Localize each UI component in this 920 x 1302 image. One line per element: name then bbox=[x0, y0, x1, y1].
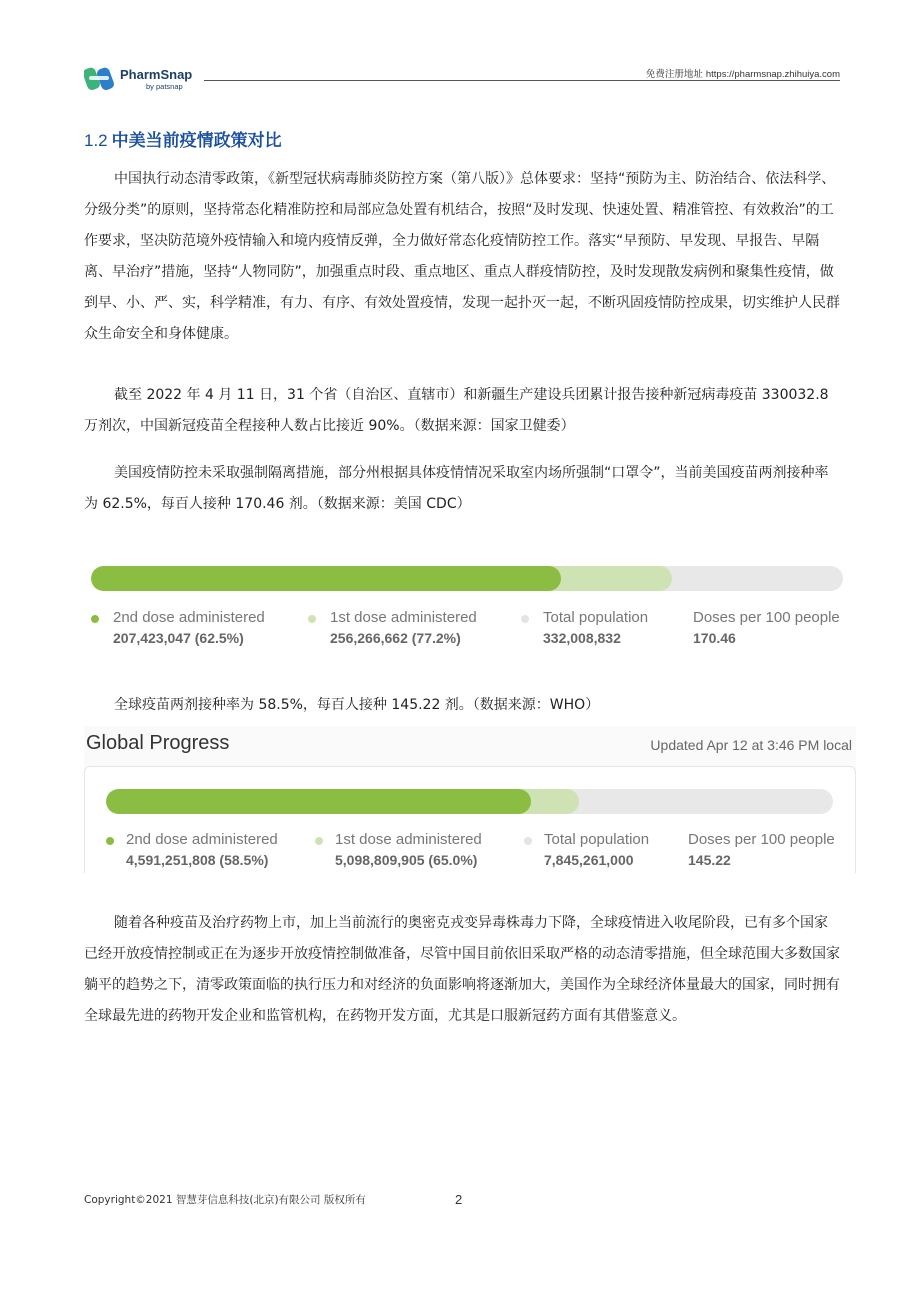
legend-value: 145.22 bbox=[688, 852, 731, 868]
legend-label: 1st dose administered bbox=[335, 831, 482, 848]
register-label: 免费注册地址 bbox=[645, 69, 703, 80]
register-url[interactable]: https://pharmsnap.zhihuiya.com bbox=[705, 69, 840, 80]
paragraph-us-policy: 美国疫情防控未采取强制隔离措施，部分州根据具体疫情情况采取室内场所强制“口罩令”，当前美国疫苗两剂接种率为 62.5%，每百人接种 170.46 剂。（数据来源：美国 CDC） bbox=[84, 465, 829, 512]
global-vaccination-progress bbox=[84, 726, 856, 872]
global-legend-doses-per-100 bbox=[688, 831, 835, 870]
paragraph-china-policy: 中国执行动态清零政策，《新型冠状病毒肺炎防控方案（第八版）》总体要求：坚持“预防为主、防治结合、依法科学、分级分类”的原则，坚持常态化精准防控和局部应急处置有机结合，按照“及时发现、快速处置、精准管控、有效救治”的工作要求，坚决防范境外疫情输入和境内疫情反弹，全力做好常态化疫情防控工作。落实“早预防、早发现、早报告、早隔离、早治疗”措施，坚持“人物同防”，加强重点时段、重点地区、重点人群疫情防控，及时发现散发病例和聚集性疫情，做到早、小、严、实，科学精准，有力、有序、有效处置疫情，发现一起扑灭一起，不断巩固疫情防控成果，切实维护人民群众生命安全和身体健康。 bbox=[84, 171, 840, 342]
global-progress-bar bbox=[106, 789, 833, 814]
legend-value: 207,423,047 (62.5%) bbox=[113, 630, 244, 646]
register-link[interactable] bbox=[646, 66, 840, 80]
global-progress-card bbox=[84, 766, 856, 873]
legend-dot bbox=[315, 837, 323, 845]
legend-value: 332,008,832 bbox=[543, 630, 621, 646]
global-progress-title: Global Progress bbox=[86, 732, 230, 754]
legend-dot bbox=[106, 837, 114, 845]
legend-dot bbox=[524, 837, 532, 845]
legend-value: 5,098,809,905 (65.0%) bbox=[335, 852, 478, 868]
section-heading bbox=[84, 126, 282, 151]
legend-label: Doses per 100 people bbox=[688, 831, 835, 848]
us-vaccination-progress bbox=[84, 552, 854, 662]
page-header bbox=[84, 64, 840, 94]
copyright-footer: Copyright©2021 智慧芽信息科技(北京)有限公司 版权所有 bbox=[84, 1194, 366, 1206]
brand-name: PharmSnap bbox=[120, 66, 193, 82]
legend-label: 2nd dose administered bbox=[126, 831, 278, 848]
page-number: 2 bbox=[455, 1192, 463, 1207]
paragraph-global-vaccination: 全球疫苗两剂接种率为 58.5%，每百人接种 145.22 剂。（数据来源：WHO） bbox=[114, 697, 600, 713]
global-legend-first-dose bbox=[315, 831, 482, 870]
legend-dot bbox=[91, 615, 99, 623]
legend-label: Total population bbox=[543, 609, 649, 626]
legend-label: 1st dose administered bbox=[330, 609, 477, 626]
legend-value: 7,845,261,000 bbox=[544, 852, 634, 868]
section-title-text: 中美当前疫情政策对比 bbox=[111, 131, 282, 151]
paragraph-china-vaccination: 截至 2022 年 4 月 11 日，31 个省（自治区、直辖市）和新疆生产建设兵团累计报告接种新冠病毒疫苗 330032.8 万剂次，中国新冠疫苗全程接种人数占比接近 90%。（数据来源：国家卫健委） bbox=[84, 387, 829, 434]
legend-dot bbox=[521, 615, 529, 623]
legend-value: 170.46 bbox=[693, 630, 736, 646]
us-progress-bar bbox=[91, 566, 843, 591]
us-second-dose-fill bbox=[91, 566, 561, 591]
legend-label: Doses per 100 people bbox=[693, 609, 840, 626]
legend-dot bbox=[308, 615, 316, 623]
paragraph-outlook: 随着各种疫苗及治疗药物上市，加上当前流行的奥密克戎变异毒株毒力下降，全球疫情进入收尾阶段，已有多个国家已经开放疫情控制或正在为逐步开放疫情控制做准备，尽管中国目前依旧采取严格的动态清零措施，但全球范围大多数国家躺平的趋势之下，清零政策面临的执行压力和对经济的负面影响将逐渐加大，美国作为全球经济体量最大的国家，同时拥有全球最先进的药物开发企业和监管机构，在药物开发方面，尤其是口服新冠药方面有其借鉴意义。 bbox=[84, 915, 840, 1024]
brand-subtitle: by patsnap bbox=[146, 81, 183, 91]
legend-value: 256,266,662 (77.2%) bbox=[330, 630, 461, 646]
header-divider bbox=[204, 80, 840, 81]
global-progress-updated: Updated Apr 12 at 3:46 PM local bbox=[650, 737, 852, 753]
pharmsnap-logo-icon bbox=[84, 65, 114, 93]
us-legend-second-dose bbox=[91, 609, 265, 648]
global-legend-second-dose bbox=[106, 831, 278, 870]
global-legend-total-population bbox=[524, 831, 649, 870]
us-legend-first-dose bbox=[308, 609, 477, 648]
section-number: 1.2 bbox=[84, 131, 108, 150]
global-second-dose-fill bbox=[106, 789, 531, 814]
legend-label: 2nd dose administered bbox=[113, 609, 265, 626]
us-legend-doses-per-100 bbox=[693, 609, 840, 648]
legend-label: Total population bbox=[544, 831, 650, 848]
us-legend-total-population bbox=[521, 609, 648, 648]
legend-value: 4,591,251,808 (58.5%) bbox=[126, 852, 269, 868]
brand-logo bbox=[84, 64, 192, 94]
